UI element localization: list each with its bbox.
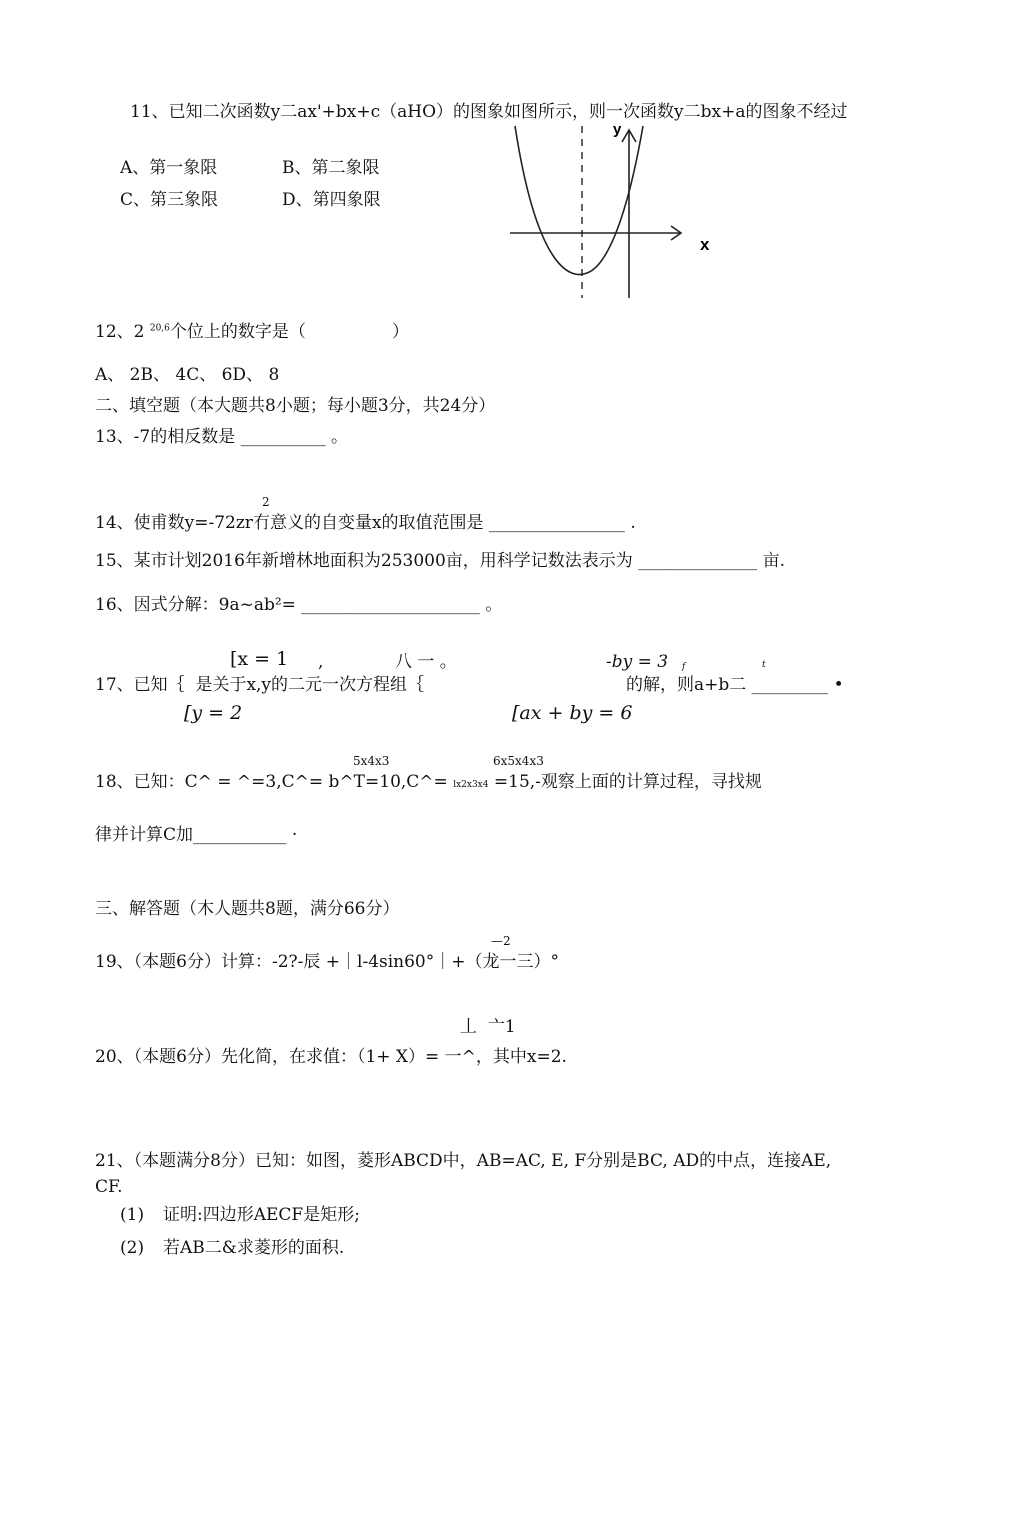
q12-prefix: 12、2 [95,322,145,342]
q21-item1-number: (1) [120,1205,145,1225]
q18-fraction-top-1: 5x4x3 [353,754,390,768]
q15: 15、某市计划2016年新增林地面积为253000亩，用科学记数法表示为 ______________ 亩. [95,551,786,571]
q17-system1-bottom: [y = 2 [184,702,243,724]
q12-exponent: 20,6 [149,323,170,334]
q16: 16、因式分解：9a~ab²= _____________________ 。 [95,595,503,615]
q18-denominator: lx2x3x4 [453,780,489,790]
q12-stem [95,322,306,342]
q11-option-b: B、第二象限 [282,158,380,178]
q20-fraction-top: 丄 亠1 [460,1017,516,1037]
q12-close-paren: ） [392,322,409,342]
q12-suffix: 个位上的数字是（ [169,322,306,342]
q11-option-d: D、第四象限 [282,190,381,210]
q17-stem-right: 的解，则a+b二 _________ • [626,675,844,695]
q18-main2: =15,-观察上面的计算过程，寻找规 [493,772,762,792]
q17-system1-top: [x = 1 [230,648,289,670]
q17-top-mid: 八 一 。 [395,652,457,672]
q18-line2: 律并计算C加___________ · [95,825,298,845]
section2-heading: 二、填空题（本大题共8小题；每小题3分，共24分） [95,396,496,416]
q21-item1-text: 证明:四边形AECF是矩形; [163,1205,360,1225]
q21-item2-number: (2) [120,1238,145,1258]
q17-system2-top: -by = 3 [606,652,669,672]
q17-stem: 17、已知｛ 是关于x,y的二元一次方程组｛ [95,675,425,695]
section3-heading: 三、解答题（木人题共8题，满分66分） [95,899,400,919]
x-axis-label: x [700,235,710,254]
q21-line2: CF. [95,1177,123,1197]
q17-mark-t: t [762,660,766,670]
parabola-curve [515,126,643,275]
q13: 13、-7的相反数是 __________ 。 [95,427,348,447]
q17-comma: , [318,652,324,672]
q21-item2-text: 若AB二&求菱形的面积. [163,1238,345,1258]
parabola-graph [495,118,725,303]
q18-fraction-top-2: 6x5x4x3 [493,754,544,768]
y-axis-label: y [613,121,622,138]
q12-options: A、 2B、 4C、 6D、 8 [95,365,280,385]
q19-superscript: —2 [491,934,511,948]
q17-mark-f: f [682,662,686,672]
q11-option-a: A、第一象限 [120,158,218,178]
q18-line1 [95,772,762,792]
q20: 20、（本题6分）先化简，在求值：（1+ X）= 一^，其中x=2. [95,1047,567,1067]
q17-system2-bottom: [ax + by = 6 [512,702,633,724]
q11-option-c: C、第三象限 [120,190,219,210]
q19: 19、（本题6分）计算：-2?-辰 +｜l-4sin60°｜+（龙一三）° [95,952,559,972]
q14: 14、使甫数y=-72zr冇意义的自变量x的取值范围是 ________________ . [95,513,636,533]
q11-stem: 11、已知二次函数y二ax'+bx+c（aHO）的图象如图所示，则一次函数y二bx+a的图象不经过 [130,102,848,122]
q14-superscript: 2 [262,495,270,509]
q21-line1: 21、（本题满分8分）已知：如图，菱形ABCD中，AB=AC, E, F分别是BC, AD的中点，连接AE, [95,1151,832,1171]
q18-main1: 18、已知：C^ = ^=3,C^= b^T=10,C^= [95,772,448,792]
